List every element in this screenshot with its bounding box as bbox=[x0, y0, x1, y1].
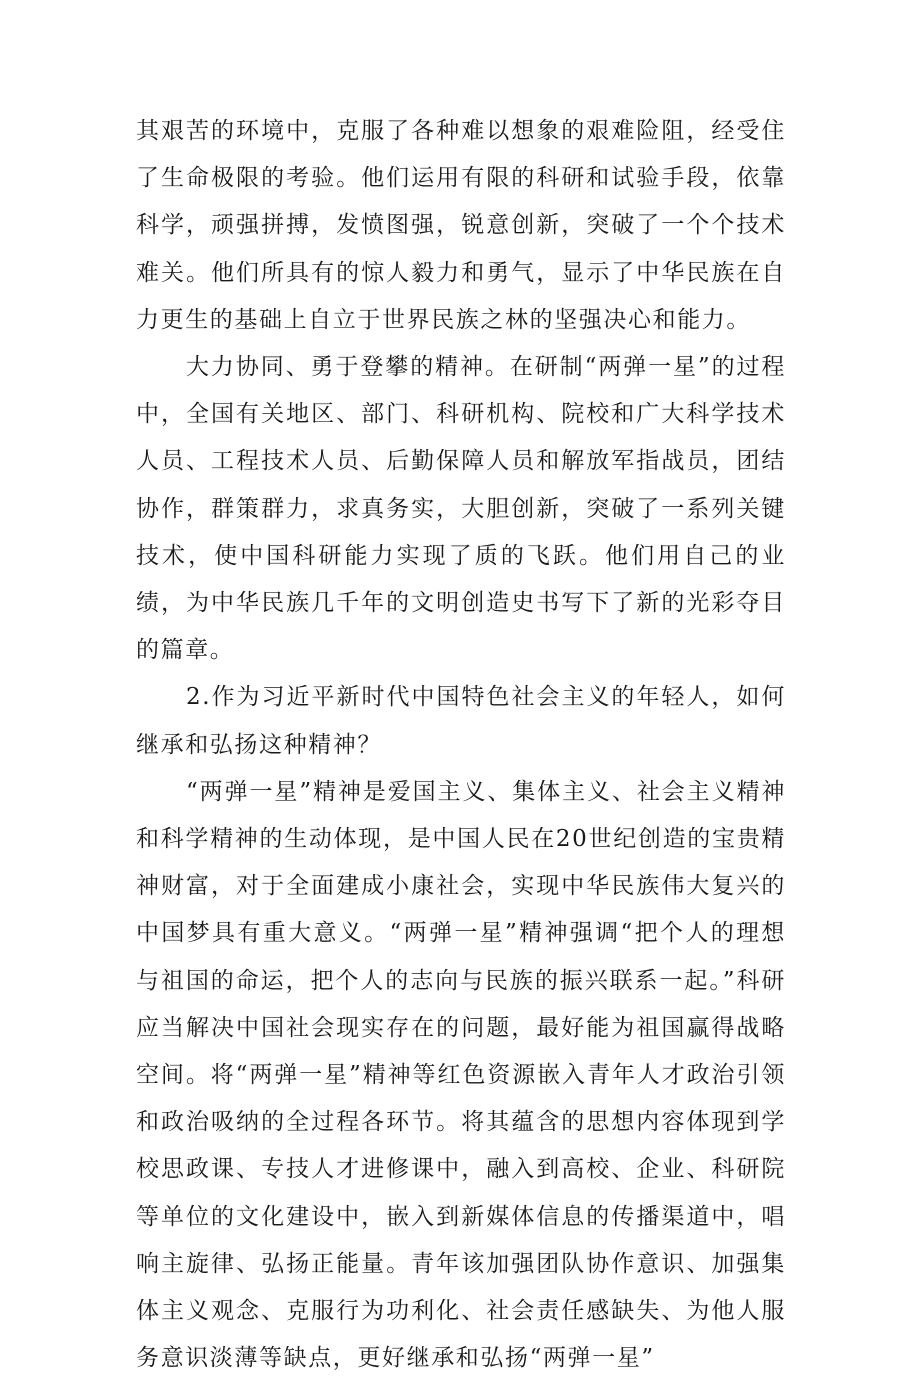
paragraph-continuation: 其艰苦的环境中，克服了各种难以想象的艰难险阻，经受住了生命极限的考验。他们运用有限的科研和试验手段，依靠科学，顽强拼搏，发愤图强，锐意创新，突破了一个个技术难关。他们所具有的惊人毅力和勇气，显示了中华民族在自力更生的基础上自立于世界民族之林的坚强决心和能力。 bbox=[136, 118, 786, 333]
question-heading: 2.作为习近平新时代中国特色社会主义的年轻人，如何继承和弘扬这种精神？ bbox=[136, 684, 786, 758]
document-body bbox=[136, 108, 786, 1382]
paragraph-answer: “两弹一星”精神是爱国主义、集体主义、社会主义精神和科学精神的生动体现，是中国人民在20世纪创造的宝贵精神财富，对于全面建成小康社会，实现中华民族伟大复兴的中国梦具有重大意义。“两弹一星”精神强调“把个人的理想与祖国的命运，把个人的志向与民族的振兴联系一起。”科研应当解决中国社会现实存在的问题，最好能为祖国赢得战略空间。将“两弹一星”精神等红色资源嵌入青年人才政治引领和政治吸纳的全过程各环节。将其蕴含的思想内容体现到学校思政课、专技人才进修课中，融入到高校、企业、科研院等单位的文化建设中，嵌入到新媒体信息的传播渠道中，唱响主旋律、弘扬正能量。青年该加强团队协作意识、加强集体主义观念、克服行为功利化、社会责任感缺失、为他人服务意识淡薄等缺点，更好继承和弘扬“两弹一星” bbox=[136, 778, 786, 1372]
paragraph-cooperation-spirit: 大力协同、勇于登攀的精神。在研制“两弹一星”的过程中，全国有关地区、部门、科研机构、院校和广大科学技术人员、工程技术人员、后勤保障人员和解放军指战员，团结协作，群策群力，求真务实，大胆创新，突破了一系列关键技术，使中国科研能力实现了质的飞跃。他们用自己的业绩，为中华民族几千年的文明创造史书写下了新的光彩夺目的篇章。 bbox=[136, 354, 786, 664]
